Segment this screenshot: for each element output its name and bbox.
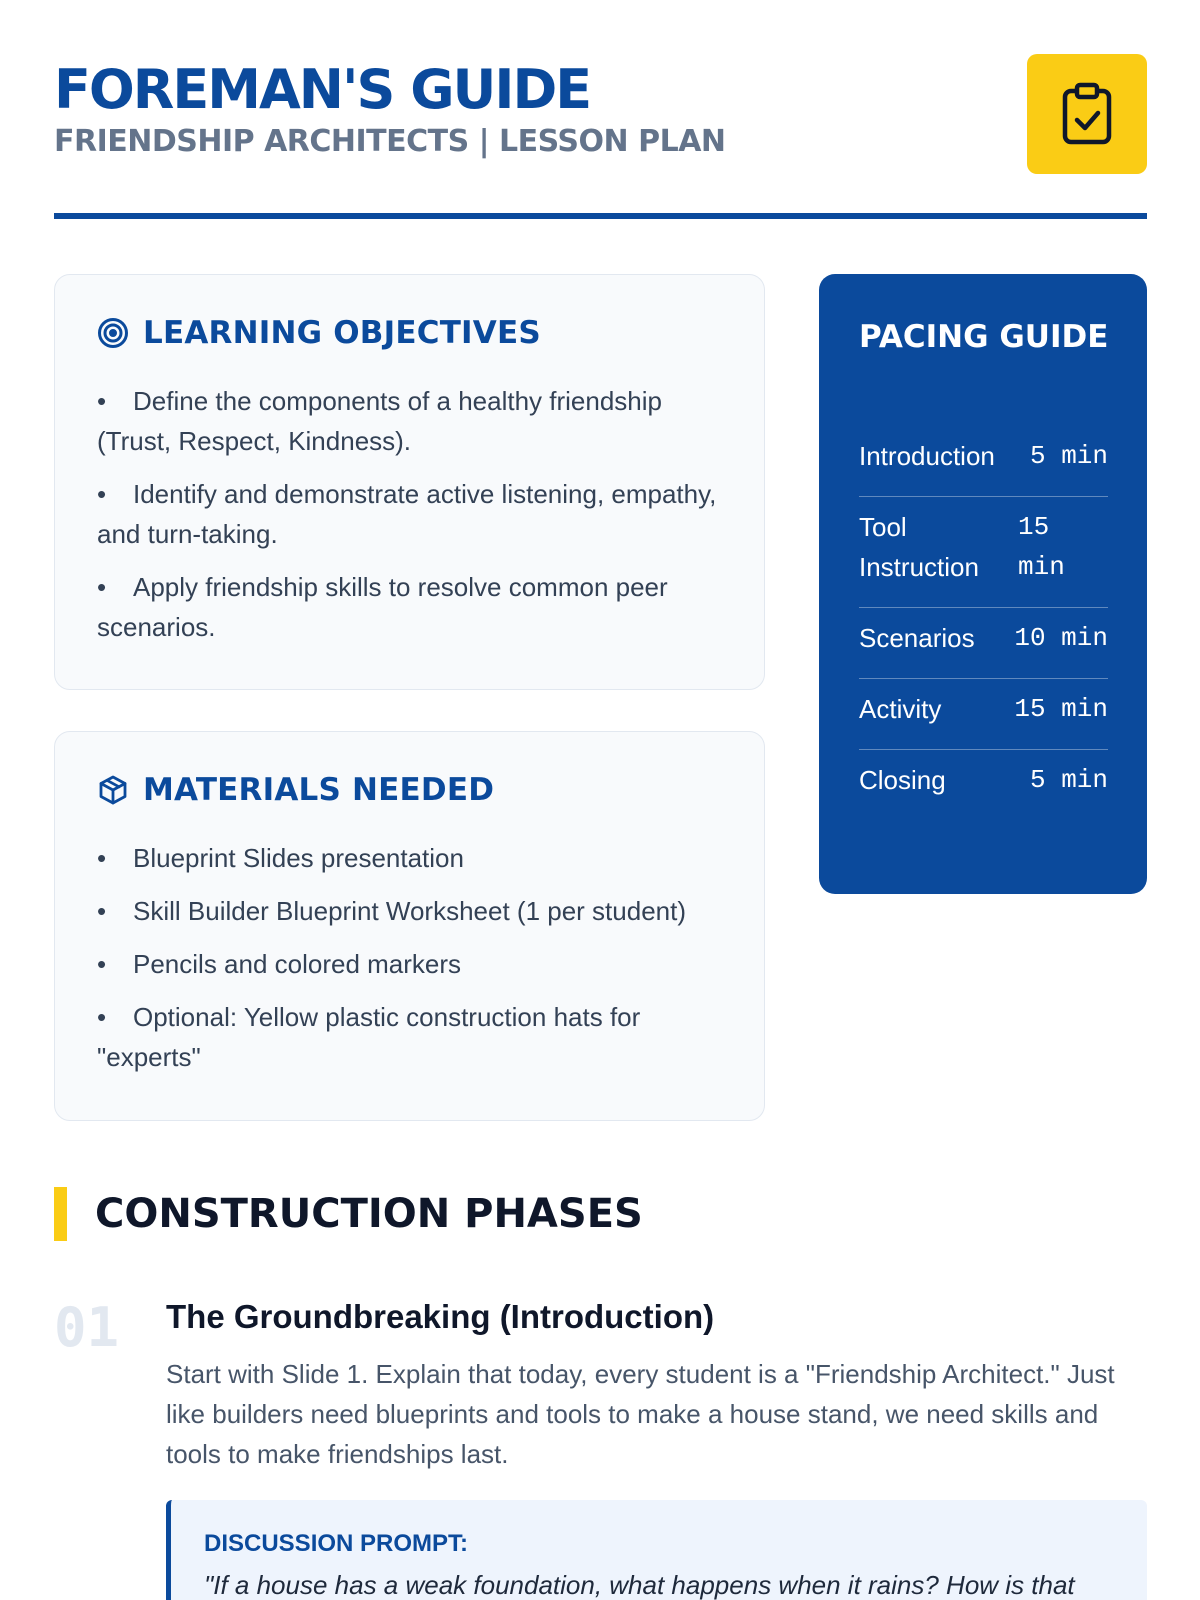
pacing-guide-panel xyxy=(819,274,1147,894)
section-heading: CONSTRUCTION PHASES xyxy=(95,1191,643,1237)
pacing-rows xyxy=(859,426,1108,820)
pacing-row xyxy=(859,679,1108,750)
pacing-label: Scenarios xyxy=(859,623,975,653)
pacing-row xyxy=(859,426,1108,497)
objectives-header xyxy=(97,315,541,351)
list-item: • Blueprint Slides presentation xyxy=(97,843,464,873)
page-title: FOREMAN'S GUIDE xyxy=(54,58,591,121)
list-item: • Identify and demonstrate active listening, empathy, and turn-taking. xyxy=(97,479,717,549)
learning-objectives-card xyxy=(54,274,765,690)
pacing-row xyxy=(859,750,1108,820)
phase-number: 01 xyxy=(54,1296,120,1359)
section-accent-bar xyxy=(54,1187,67,1241)
objectives-heading: LEARNING OBJECTIVES xyxy=(143,315,541,351)
phase-title: The Groundbreaking (Introduction) xyxy=(166,1298,715,1335)
pacing-label: Activity xyxy=(859,694,942,724)
discussion-prompt-text: "If a house has a weak foundation, what happens when it rains? How is that xyxy=(204,1570,1075,1600)
pacing-label: Introduction xyxy=(859,441,995,471)
discussion-prompt-label: DISCUSSION PROMPT: xyxy=(204,1530,469,1557)
pacing-time: 10 min xyxy=(1014,623,1108,653)
page-header xyxy=(54,52,1147,220)
target-icon xyxy=(97,317,129,349)
list-item: • Skill Builder Blueprint Worksheet (1 per student) xyxy=(97,896,686,926)
list-item: • Optional: Yellow plastic construction hats for "experts" xyxy=(97,1002,641,1072)
header-divider xyxy=(54,213,1147,219)
clipboard-badge xyxy=(1027,54,1147,174)
pacing-row xyxy=(859,608,1108,679)
list-item: • Pencils and colored markers xyxy=(97,949,462,979)
construction-phases-header xyxy=(54,1187,643,1241)
package-icon xyxy=(97,774,129,806)
pacing-time: 15 min xyxy=(1014,694,1108,724)
list-item: • Apply friendship skills to resolve common peer scenarios. xyxy=(97,572,668,642)
clipboard-check-icon xyxy=(1059,82,1115,146)
discussion-prompt-box xyxy=(166,1500,1147,1600)
pacing-time: 15 min xyxy=(1018,512,1065,582)
phase-description: Start with Slide 1. Explain that today, every student is a "Friendship Architect." Just like builders need blueprints and tools to make a house stand, we need skills and tools to make friendships last. xyxy=(166,1359,1115,1469)
pacing-time: 5 min xyxy=(1029,441,1108,471)
pacing-label: Closing xyxy=(859,765,946,795)
objectives-list xyxy=(97,381,717,660)
pacing-label: Tool Instruction xyxy=(859,512,979,582)
page-subtitle: FRIENDSHIP ARCHITECTS | LESSON PLAN xyxy=(54,124,726,159)
pacing-heading: PACING GUIDE xyxy=(859,319,1109,355)
materials-list xyxy=(97,838,717,1090)
materials-needed-card xyxy=(54,731,765,1121)
list-item: • Define the components of a healthy friendship (Trust, Respect, Kindness). xyxy=(97,386,663,456)
pacing-time: 5 min xyxy=(1029,765,1108,795)
materials-heading: MATERIALS NEEDED xyxy=(143,772,495,808)
materials-header xyxy=(97,772,494,808)
pacing-row xyxy=(859,497,1108,608)
